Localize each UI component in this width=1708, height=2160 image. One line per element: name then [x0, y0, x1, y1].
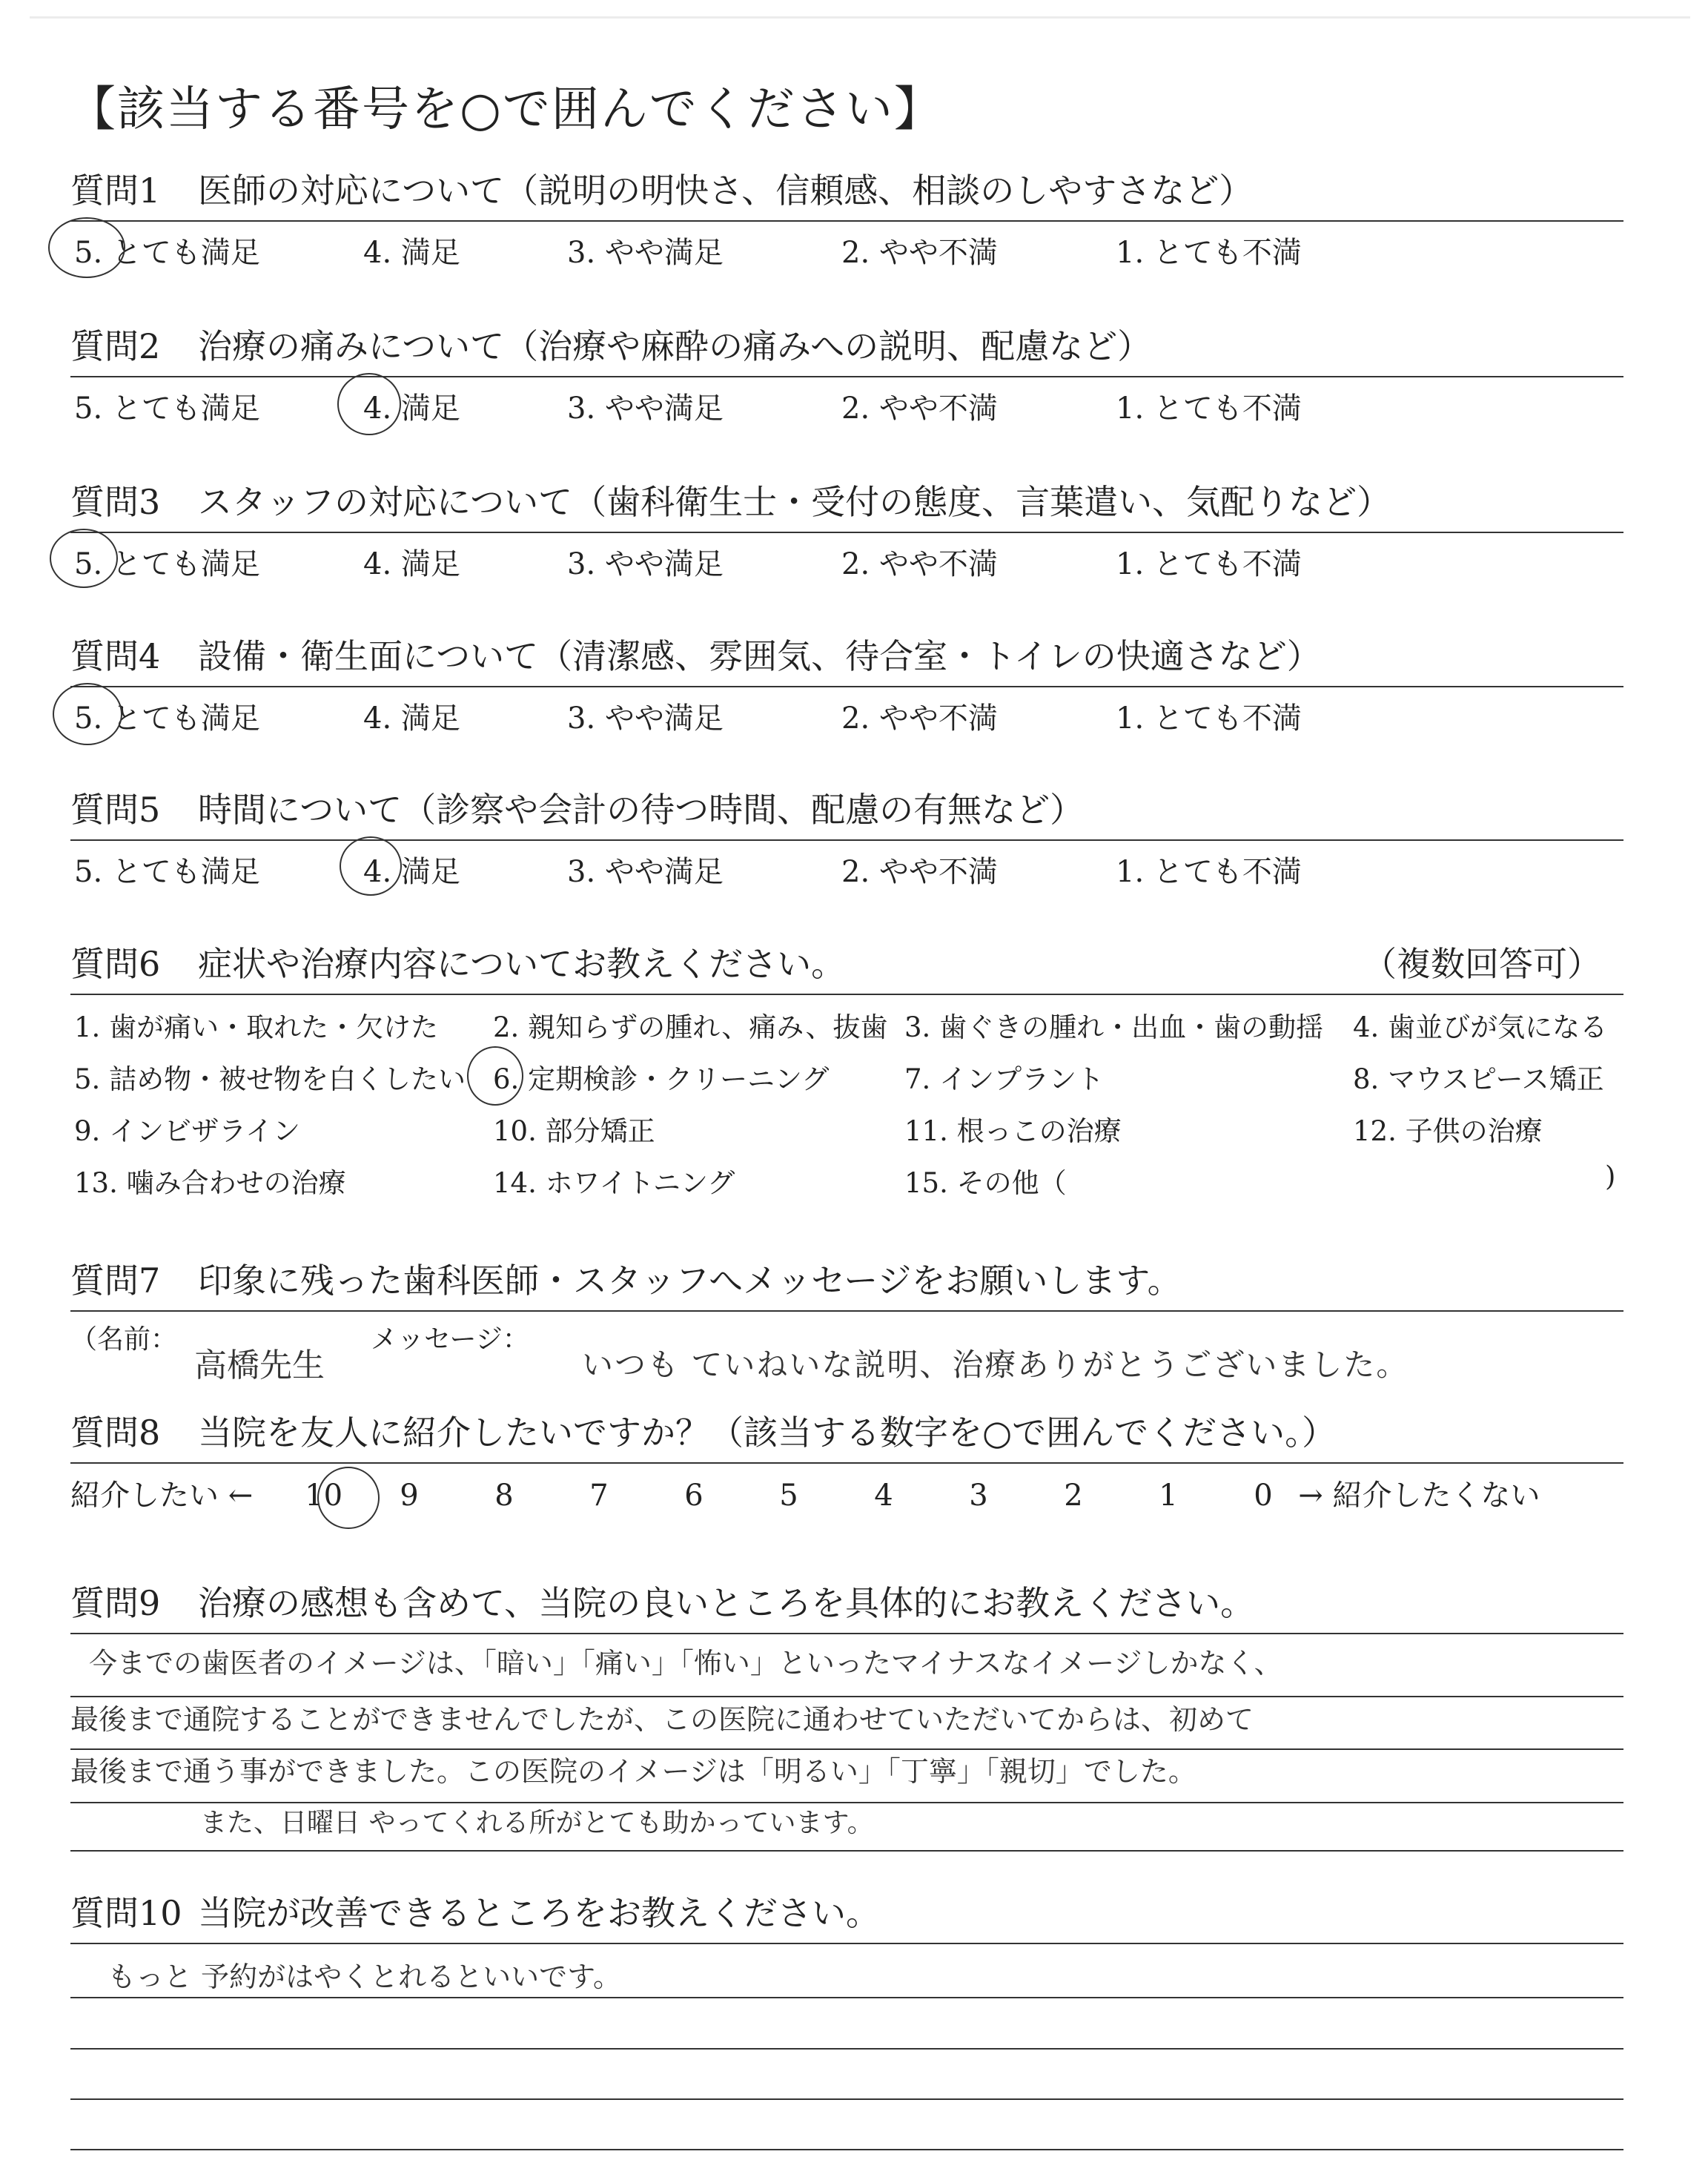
good-points-line-2[interactable]: 最後まで通院することができませんでしたが、この医院に通わせていただいてからは、初めて — [70, 1703, 1254, 1736]
scale-right-label: → 紹介したくない — [1298, 1479, 1540, 1513]
other-close-paren: ) — [1605, 1160, 1616, 1192]
option-row — [74, 1160, 1616, 1212]
question-10 — [70, 1889, 1623, 1944]
option-2[interactable]: 2. やや不満 — [841, 236, 998, 270]
option-5[interactable]: 5. とても満足 — [74, 392, 260, 426]
question-text: 設備・衛生面について（清潔感、雰囲気、待合室・トイレの快適さなど） — [198, 636, 1321, 676]
scale-left-label: 紹介したい ← — [70, 1479, 254, 1513]
option-2[interactable]: 2. やや不満 — [841, 855, 998, 889]
option-1[interactable]: 1. とても不満 — [1116, 701, 1302, 736]
symptom-options — [74, 1005, 1616, 1212]
option-row — [70, 687, 1623, 739]
selection-circle — [337, 373, 401, 435]
symptom-option-7[interactable]: 7. インプラント — [904, 1063, 1105, 1095]
option-4[interactable]: 4. 満足 — [363, 392, 460, 426]
symptom-option-14[interactable]: 14. ホワイトニング — [493, 1167, 735, 1199]
option-4[interactable]: 4. 満足 — [363, 547, 460, 581]
option-1[interactable]: 1. とても不満 — [1116, 392, 1302, 426]
question-number: 質問2 — [70, 326, 161, 366]
option-3[interactable]: 3. やや満足 — [567, 855, 724, 889]
symptom-option-12[interactable]: 12. 子供の治療 — [1353, 1115, 1543, 1147]
option-4[interactable]: 4. 満足 — [363, 855, 460, 889]
option-1[interactable]: 1. とても不満 — [1116, 236, 1302, 270]
scale-8[interactable]: 8 — [494, 1479, 514, 1513]
option-5[interactable]: 5. とても満足 — [74, 547, 260, 581]
answer-line — [70, 1997, 1623, 1998]
question-4 — [70, 633, 1623, 739]
option-4[interactable]: 4. 満足 — [363, 701, 460, 736]
selection-circle — [317, 1467, 380, 1529]
scale-3[interactable]: 3 — [969, 1479, 988, 1513]
option-2[interactable]: 2. やや不満 — [841, 701, 998, 736]
symptom-option-15[interactable]: 15. その他（ — [904, 1167, 1067, 1199]
question-1 — [70, 167, 1623, 274]
divider — [70, 1462, 1623, 1464]
question-number: 質問7 — [70, 1261, 161, 1301]
option-4[interactable]: 4. 満足 — [363, 236, 460, 270]
symptom-option-6[interactable]: 6. 定期検診・クリーニング — [493, 1063, 830, 1095]
selection-circle — [53, 683, 122, 745]
question-9 — [70, 1579, 1623, 1634]
question-number: 質問1 — [70, 171, 161, 211]
option-3[interactable]: 3. やや満足 — [567, 547, 724, 581]
scale-9[interactable]: 9 — [400, 1479, 419, 1513]
question-text: スタッフの対応について（歯科衛生士・受付の態度、言葉遣い、気配りなど） — [198, 482, 1391, 522]
improvement-answer[interactable]: もっと 予約がはやくとれるといいです。 — [107, 1961, 622, 1993]
question-3 — [70, 478, 1623, 585]
divider — [70, 994, 1623, 995]
scale-10[interactable]: 10 — [305, 1479, 343, 1513]
scale-5[interactable]: 5 — [779, 1479, 798, 1513]
question-2 — [70, 323, 1623, 429]
question-text: 当院を友人に紹介したいですか？（該当する数字を○で囲んでください。） — [198, 1413, 1337, 1453]
symptom-option-8[interactable]: 8. マウスピース矯正 — [1353, 1063, 1604, 1095]
question-text: 時間について（診察や会計の待つ時間、配慮の有無など） — [198, 790, 1085, 830]
question-text: 治療の感想も含めて、当院の良いところを具体的にお教えください。 — [198, 1583, 1255, 1623]
symptom-option-1[interactable]: 1. 歯が痛い・取れた・欠けた — [74, 1011, 439, 1043]
question-text: 症状や治療内容についてお教えください。 — [198, 944, 846, 984]
scale-1[interactable]: 1 — [1159, 1479, 1178, 1513]
symptom-option-5[interactable]: 5. 詰め物・被せ物を白くしたい — [74, 1063, 466, 1095]
question-text: 治療の痛みについて（治療や麻酔の痛みへの説明、配慮など） — [198, 326, 1152, 366]
option-row — [70, 222, 1623, 274]
question-5 — [70, 786, 1623, 893]
option-row — [74, 1005, 1616, 1057]
question-number: 質問4 — [70, 636, 161, 676]
answer-line — [70, 2048, 1623, 2050]
question-text: 印象に残った歯科医師・スタッフへメッセージをお願いします。 — [198, 1261, 1182, 1301]
scale-7[interactable]: 7 — [589, 1479, 609, 1513]
symptom-option-3[interactable]: 3. 歯ぐきの腫れ・出血・歯の動揺 — [904, 1011, 1324, 1043]
question-number: 質問5 — [70, 790, 161, 830]
question-number: 質問6 — [70, 944, 161, 984]
option-1[interactable]: 1. とても不満 — [1116, 547, 1302, 581]
message-handwritten[interactable]: いつも ていねいな説明、治療ありがとうございました。 — [582, 1347, 1409, 1383]
option-row — [74, 1109, 1616, 1160]
symptom-option-10[interactable]: 10. 部分矯正 — [493, 1115, 655, 1147]
good-points-line-3[interactable]: 最後まで通う事ができました。この医院のイメージは「明るい」「丁寧」「親切」でした。 — [70, 1755, 1196, 1788]
staff-name-handwritten[interactable]: 高橋先生 — [194, 1347, 325, 1384]
symptom-option-11[interactable]: 11. 根っこの治療 — [904, 1115, 1122, 1147]
divider — [70, 1943, 1623, 1944]
divider — [70, 1310, 1623, 1312]
top-border — [30, 16, 1690, 19]
symptom-option-13[interactable]: 13. 噛み合わせの治療 — [74, 1167, 346, 1199]
good-points-line-4[interactable]: また、日曜日 やってくれる所がとても助かっています。 — [200, 1808, 874, 1838]
option-row — [70, 533, 1623, 585]
scale-2[interactable]: 2 — [1064, 1479, 1083, 1513]
answer-line — [70, 1850, 1623, 1852]
name-label: （名前： — [70, 1324, 178, 1355]
page-heading: 【該当する番号を○で囲んでください】 — [68, 82, 943, 137]
selection-circle — [48, 217, 125, 278]
question-number: 質問8 — [70, 1413, 161, 1453]
option-3[interactable]: 3. やや満足 — [567, 392, 724, 426]
scale-4[interactable]: 4 — [874, 1479, 893, 1513]
option-row — [70, 377, 1623, 429]
scale-6[interactable]: 6 — [684, 1479, 704, 1513]
option-2[interactable]: 2. やや不満 — [841, 547, 998, 581]
selection-circle — [467, 1046, 523, 1106]
answer-line — [70, 2098, 1623, 2100]
divider — [70, 1633, 1623, 1634]
question-7 — [70, 1257, 1623, 1312]
option-5[interactable]: 5. とても満足 — [74, 701, 260, 736]
option-1[interactable]: 1. とても不満 — [1116, 855, 1302, 889]
question-number: 質問10 — [70, 1893, 182, 1933]
question-8 — [70, 1409, 1623, 1464]
question-6 — [70, 940, 1623, 995]
option-3[interactable]: 3. やや満足 — [567, 701, 724, 736]
recommend-scale — [70, 1472, 1540, 1514]
selection-circle — [340, 836, 402, 896]
multiple-answer-note: （複数回答可） — [1363, 944, 1601, 984]
option-3[interactable]: 3. やや満足 — [567, 236, 724, 270]
option-2[interactable]: 2. やや不満 — [841, 392, 998, 426]
option-5[interactable]: 5. とても満足 — [74, 236, 260, 270]
question-number: 質問3 — [70, 482, 161, 522]
scale-values — [305, 1479, 1298, 1513]
option-row — [74, 1057, 1616, 1109]
good-points-line-1[interactable]: 今までの歯医者のイメージは、「暗い」「痛い」「怖い」といったマイナスなイメージしかなく、 — [89, 1647, 1282, 1680]
symptom-option-2[interactable]: 2. 親知らずの腫れ、痛み、抜歯 — [493, 1011, 888, 1043]
question-number: 質問9 — [70, 1583, 161, 1623]
message-label: メッセージ： — [371, 1324, 529, 1355]
symptom-option-9[interactable]: 9. インビザライン — [74, 1115, 300, 1147]
scale-0[interactable]: 0 — [1254, 1479, 1273, 1513]
selection-circle — [50, 529, 118, 588]
option-row — [70, 841, 1623, 893]
symptom-option-4[interactable]: 4. 歯並びが気になる — [1353, 1011, 1608, 1043]
answer-line — [70, 2149, 1623, 2150]
question-text: 医師の対応について（説明の明快さ、信頼感、相談のしやすさなど） — [198, 171, 1254, 211]
option-5[interactable]: 5. とても満足 — [74, 855, 260, 889]
question-text: 当院が改善できるところをお教えください。 — [198, 1893, 880, 1933]
